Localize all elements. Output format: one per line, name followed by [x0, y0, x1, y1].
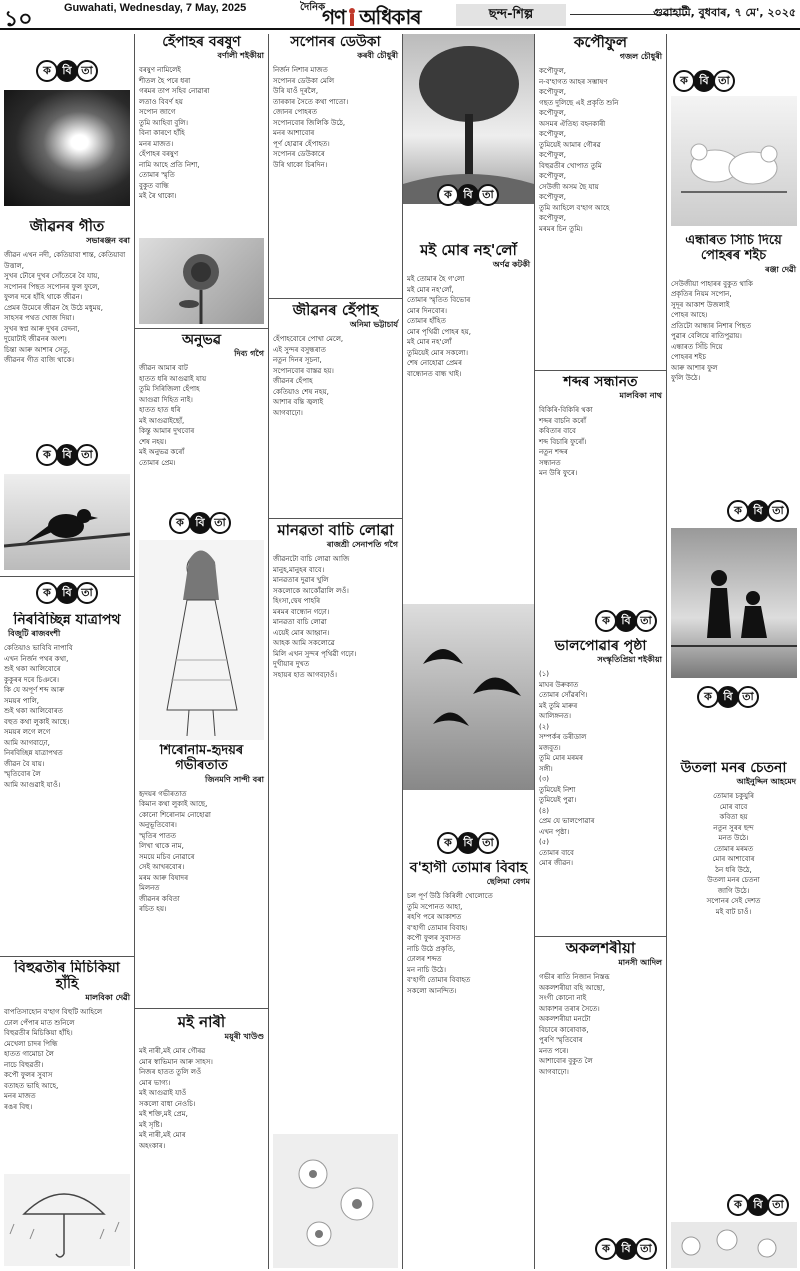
badge-letter: ক — [727, 1194, 749, 1216]
poem-author: জিনমণি সান্দী বৰা — [205, 774, 264, 784]
badge-letter: ক — [36, 582, 58, 604]
masthead — [0, 0, 800, 30]
poem-title: শব্দৰ সন্ধানত — [563, 374, 638, 390]
badge-letter: ক — [169, 512, 191, 534]
badge-letter: ক — [437, 832, 459, 854]
badge-letter: তা — [477, 184, 499, 206]
kobita-badge — [595, 1238, 657, 1260]
poem-body: (১) মাঘৰ উৰুকাত তোমাৰ সোঁৱৰণি। মই তুমি মাৰুৰ আলিঙ্গনত। (২) সম্পৰ্কৰ ডৰীডাল মজবুত। তুমি মোৰ মৰমৰ সঙ্গী। (৩) তুমিয়েই নিশা তুমিয়েই পুৱা। (৪) প্ৰেম যে ভালপোৱাৰ এখন পৃষ্ঠা। (৫) তোমাৰ বাবে মোৰ জীৱন। — [539, 670, 595, 868]
poem-saponor-deuka — [269, 34, 402, 296]
poem-author: অনিমা ভট্টাচাৰ্য — [349, 320, 398, 330]
badge-letter: ক — [437, 184, 459, 206]
kobita-badge — [36, 444, 98, 466]
poem-title: মানৱতা বাচি লোৱা — [277, 522, 394, 539]
poem-moi-mor-nohoun — [403, 242, 534, 602]
badge-letter: বি — [693, 70, 715, 92]
badge-letter: তা — [767, 1194, 789, 1216]
poem-title: উতলা মনৰ চেতনা — [680, 760, 787, 776]
badge-letter: তা — [635, 610, 657, 632]
badge-letter: তা — [477, 832, 499, 854]
jasmine-flowers-image — [671, 1222, 797, 1268]
poem-body: বিকিৰি-বিকিৰি থকা শব্দৰ বাচনি কৰোঁ কবিতাৰ বাবে শব্দ বিচাৰি ফুৰোঁ। নতুন শব্দৰ সন্ধানত মন উৰি ফুৰে। — [539, 406, 593, 478]
poem-title: শিৰোনাম-হৃদয়ৰ গভীৰতাত — [159, 744, 244, 773]
umbrella-sketch-image — [4, 1174, 130, 1266]
poem-body: গভীৰ ৰাতি নিজান নিস্তব্ধ অকলশৰীয়া বহি আছো, সংগী কোনো নাই আকাশৰ তৰাৰ সৈতে। অকলশৰীয়া মনটো বিচাৰে কাৰোবাক, পুৰণি স্মৃতিবোৰ মনত পৰে। আশাবোৰ বুকুত লৈ আগবাঢ়ো। — [539, 973, 610, 1076]
section-tag: ছন্দ-শিল্প — [456, 4, 566, 26]
poem-body: জীৱন আমাৰ বাট হাতত ধৰি আগুৱাই যায় তুমি সিৰিজিলা হেঁপাহ আগুৱা দিহিত নাই। হাতত হাত ধৰি মই আগুৱাইছোঁ, কিন্তু আমাৰ দুখবোৰ শেষ নহয়। মই অনুভৱ কৰোঁ তোমাৰ প্ৰেম। — [139, 364, 207, 467]
bird-on-branch-image — [4, 474, 130, 570]
badge-letter: ক — [673, 70, 695, 92]
poem-author: আইনুদ্দিন আহমেদ — [736, 777, 796, 787]
poem-body: জীৱনটো বাচি লোৱা আজি মানুহ,মানুহৰ বাবে। মানৱতাৰ দুৱাৰ খুলি সকলোকে আকোঁৱালি লওঁ। হিংসা,দ্বেষ পাহৰি মৰমৰ বান্ধোন গঢ়ো। মানৱতা বাচি লোৱা এয়েই মোৰ আহ্বান। আহক আমি সকলোৱে মিলি এখন সুন্দৰ পৃথিৱী গঢ়ো। দুখীয়াৰ দুখত সহায়ৰ হাত আগবঢ়াওঁ। — [273, 555, 357, 679]
badge-letter: তা — [209, 512, 231, 534]
logo-part-a: গণ — [322, 5, 346, 29]
column-3 — [269, 34, 402, 1269]
poem-author: বৰ্ণালী শইকীয়া — [217, 51, 264, 61]
poem-bohagi — [403, 860, 534, 1269]
lamp-flame-image — [4, 90, 130, 206]
poem-bihuwatir — [0, 960, 134, 1170]
logo-torch-icon — [345, 8, 359, 26]
poem-title: মই নাৰী — [177, 1014, 226, 1031]
poem-author: অৰ্ণৱ কটকী — [492, 260, 530, 270]
poem-author: ছেলিমা বেগম — [486, 877, 530, 887]
poem-author: মানসী আদিল — [618, 958, 662, 968]
column-1 — [0, 34, 134, 1269]
badge-letter: বি — [56, 60, 78, 82]
poem-title: কপৌফুল — [573, 34, 628, 51]
badge-letter: ক — [36, 60, 58, 82]
kobita-badge — [36, 582, 98, 604]
badge-letter: বি — [189, 512, 211, 534]
flying-birds-image — [403, 604, 534, 790]
poem-body: তোমাৰ চকুযুৰি মোৰ বাবে কবিতা হয় নতুন সুৰৰ ছন্দ মনত উঠে। তোমাৰ মৰমত মোৰ আশাবোৰ ঠন ধৰি উঠে, উতলা মনৰ চেতনা জাগি উঠে। সপোনৰ সেই দেশত মই বাট চাওঁ। — [706, 792, 761, 916]
badge-letter: ক — [697, 686, 719, 708]
badge-letter: ক — [36, 444, 58, 466]
couple-silhouette-image — [671, 528, 797, 678]
poem-nirbichchinna — [0, 612, 134, 952]
badge-letter: বি — [615, 610, 637, 632]
poem-author: সভাৰঞ্জন বৰা — [86, 236, 130, 246]
poem-utola — [667, 760, 800, 1180]
poem-author: ৰাজশ্ৰী সেনাপতি গগৈ — [326, 540, 398, 550]
poem-author: গজল চৌধুৰী — [619, 52, 662, 62]
poem-title: এন্ধাৰত সিঁচি দিয়ে পোহৰৰ শইচ — [685, 234, 782, 263]
poem-endhar — [667, 234, 800, 540]
poem-author: কৰবী চৌধুৰী — [357, 51, 398, 61]
poem-jibonor-henpah — [269, 302, 402, 496]
poem-author: বিজুটি ৰাজবংশী — [8, 629, 61, 639]
poem-body: বাপতিসাহোন ব'হাগ বিহুটি আহিলে ঢোল পেঁপাৰ মাত শুনিলে বিহুৱতীৰ মিচিকিয়া হাঁহি। মেখেলা চাদৰ পিন্ধি হাতত গামোচা লৈ নাচে বিহুৱতী। কপৌ ফুলৰ সুবাস বতাহত ভাহি আহে, মনৰ মাজত ৰঙৰ বিহু। — [4, 1008, 103, 1111]
date-english: Guwahati, Wednesday, 7 May, 2025 — [64, 2, 247, 14]
badge-letter: ক — [727, 500, 749, 522]
newspaper-logo — [322, 3, 421, 36]
poem-title: মই মোৰ নহ'লোঁ — [420, 242, 517, 259]
poem-kopouphul — [535, 34, 666, 364]
badge-letter: বি — [615, 1238, 637, 1260]
badge-letter: বি — [747, 500, 769, 522]
poem-author: দিব্য গগৈ — [234, 349, 264, 359]
poem-body: জীৱন এখন নদী, কেতিয়াবা শান্ত, কেতিয়াবা উত্তাল, সুখৰ ঢৌৰে দুখৰ সোঁতেৰে বৈ যায়, সপোনৰ পিছত সপোনৰ ফুল ফুলে, ফুলৰ দৰে হাঁহি থাকে জীৱন। প্ৰেমৰ উমেৰে জীৱন হৈ উঠে মধুময়, সাহসৰ পথত খোজ দিয়া। সুখৰ স্বপ্ন আৰু দুখৰ বেদনা, দুয়োটাই জীৱনৰ অংশ। চিন্তা আৰু আশাৰ সেতু, জীৱনৰ গীত বাজি থাকে। — [4, 251, 126, 365]
poem-author: মালবিকা দেৱী — [85, 993, 130, 1003]
poem-moi-nari — [135, 1014, 268, 1269]
poem-author: ৰঞ্জা দেৱী — [765, 264, 796, 274]
poem-title: ভালপোৱাৰ পৃষ্ঠা — [554, 638, 647, 654]
badge-letter: তা — [635, 1238, 657, 1260]
badge-letter: বি — [56, 444, 78, 466]
kobita-badge — [169, 512, 231, 534]
poem-title: অনুভৱ — [181, 332, 222, 348]
badge-letter: তা — [76, 582, 98, 604]
date-assamese: গুৱাহাটী, বুধবাৰ, ৭ মে', ২০২৫ — [653, 6, 796, 19]
poem-body: হেঁপাহবোৰে পোখা মেলে, এই সুন্দৰ বসুন্ধৰাত নতুন দিনৰ সূচনা, সপোনবোৰ বাস্তৱ হয়। জীৱনৰ হেঁপাহ কেতিয়াও শেষ নহয়, আশাৰ বন্তি জ্বলাই আগবাঢ়ো। — [273, 335, 344, 417]
badge-letter: তা — [76, 444, 98, 466]
poem-author: সংস্কৃতিপ্ৰিয়া শইকীয়া — [597, 655, 662, 665]
column-6 — [667, 34, 800, 1269]
kobita-badge — [673, 70, 735, 92]
kobita-badge — [437, 184, 499, 206]
rose-image — [139, 238, 264, 324]
poem-bhalpowar — [535, 638, 666, 938]
kobita-badge — [697, 686, 759, 708]
poem-henpahor — [135, 34, 268, 234]
poem-title: ব'হাগী তোমাৰ বিবাহ — [409, 860, 528, 876]
poem-title: জীৱনৰ গীত — [29, 218, 105, 235]
poem-jibonor-geet — [0, 218, 134, 438]
page-number: ১০ — [4, 6, 33, 32]
poem-author: ময়ূৰী খাউণ্ড — [224, 1032, 264, 1042]
tree-landscape-image — [403, 34, 534, 204]
poem-title: জীৱনৰ হেঁপাহ — [292, 302, 379, 319]
poem-body: কপৌফুল, ন-ব'হাগত আহৰ সম্ভাষণ কপৌফুল, গছত দুলিছে এই প্ৰকৃতি শুনি কপৌফুল, অসমৰ ঐতিহ্য বহনকাৰী কপৌফুল, তুমিয়েই আমাৰ গৌৰৱ কপৌফুল, বিহুৱতীৰ খোপাত তুমি কপৌফুল, সেউজী অসম ছৈ যায় কপৌফুল, তুমি আহিলে ব'হাগ আহে কপৌফুল, মৰমৰ চিন তুমি। — [539, 67, 619, 233]
kobita-badge — [36, 60, 98, 82]
doves-image — [671, 96, 797, 226]
poem-title: নিৰবিচ্ছিন্ন যাত্ৰাপথ — [13, 612, 121, 628]
badge-letter: তা — [76, 60, 98, 82]
white-flowers-image — [273, 1134, 398, 1268]
kobita-badge — [437, 832, 499, 854]
logo-small: দৈনিক — [300, 2, 326, 13]
kobita-badge — [595, 610, 657, 632]
badge-letter: তা — [737, 686, 759, 708]
poem-shabdor-sandhan — [535, 374, 666, 594]
poem-body: মই নাৰী,মই মোৰ গৌৰৱ মোৰ স্বাভিমান আৰু সাহস। নিজৰ হাতত তুলি লওঁ মোৰ ভাগ্য। মই আগুৱাই যাওঁ সকলো বাধা নেওচি। মই শক্তি,মই প্ৰেম, মই সৃষ্টি। মই নাৰী,মই মোৰ অহংকাৰ। — [139, 1047, 213, 1150]
badge-letter: তা — [767, 500, 789, 522]
poem-body: মই তোমাৰ হৈ গ'লো মই মোৰ নহ'লোঁ, তোমাৰ স্মৃতিত বিভোৰ মোৰ দিনবোৰ। তোমাৰ হাঁহিত মোৰ পৃথিৱী পোহৰ হয়, মই মোৰ নহ'লোঁ তুমিয়েই মোৰ সকলো। শেষ নোহোৱা প্ৰেমৰ বান্ধোনত বান্ধ খাই। — [407, 275, 472, 378]
badge-letter: বি — [747, 1194, 769, 1216]
poem-okolsoriya — [535, 940, 666, 1230]
badge-letter: ক — [595, 610, 617, 632]
poem-title: হেঁপাহৰ বৰষুণ — [162, 34, 241, 50]
woman-sketch-image — [139, 540, 264, 740]
poem-body: সেউজীয়া পাহাৰৰ বুকুত থাকি প্ৰকৃতিৰ নিয়ম সপোন, সুদূৰ আকাশ উজলাই পোহৰ আহে। প্ৰতিটো আন্ধাৰ নিশাৰ পিছত পুৱাৰ বেলিয়ে ৰাতিপুৱায়। এন্ধাৰত সিঁচি দিয়ে পোহৰৰ শইচ আৰু আশাৰ ফুল ফুলি উঠে। — [671, 279, 753, 383]
column-4 — [403, 34, 534, 1269]
badge-letter: বি — [717, 686, 739, 708]
poem-title: সপোনৰ ডেউকা — [290, 34, 381, 50]
badge-letter: বি — [56, 582, 78, 604]
badge-letter: বি — [457, 184, 479, 206]
kobita-badge — [727, 500, 789, 522]
column-2 — [135, 34, 268, 1269]
poem-body: চল পূৰ্ণ উঠি কিৰিলী খোলোতে তুমি সপোনত আহা, ৰহণি পৰে আকাশত ব'হাগী তোমাৰ বিবাহ। কপৌ ফুলৰ সুবাসত নাচি উঠে প্ৰকৃতি, ঢোলৰ শব্দত মন নাচি উঠে। ব'হাগী তোমাৰ বিবাহত সকলো আনন্দিত। — [407, 892, 493, 995]
poem-body: হৃদয়ৰ গভীৰতাত কিমান কথা লুকাই আছে, কোনো শিৰোনাম নোহোৱা অনুভূতিবোৰ। স্মৃতিৰ পাতত লিখা থাকে নাম, সময়ে মচিব নোৱাৰে সেই আখৰবোৰ। মৰম আৰু বিষাদৰ মিলনত জীৱনৰ কবিতা ৰচিত হয়। — [139, 789, 211, 914]
poem-anubhav — [135, 332, 268, 502]
column-5 — [535, 34, 666, 1269]
poem-body: বৰষুণ নামিলেই শীতল হৈ পৰে ধৰা গৰমৰ তাপ সহিব নোৱাৰা লতাও বিবৰ্ণ হয় সপোন জাগে তুমি আহিবা বুলি। বিনা কাৰণে হাঁহি মনৰ মাজত। হেঁপাহৰ বৰষুণ নামি আহে প্ৰতি নিশা, তোমাৰ স্মৃতি বুকুত বান্ধি মই ৰৈ থাকো। — [139, 66, 210, 201]
poem-author: মালবিকা নাথ — [619, 391, 662, 401]
logo-part-b: অধিকাৰ — [359, 5, 421, 29]
badge-letter: বি — [457, 832, 479, 854]
poem-body: কেতিয়াও ভাবিবি নাপাবি এখন নিৰ্জন পথৰ কথা, শুই থকা আলিবোৰে কুকুৰৰ দৰে চিঞৰে। কি যে অপূৰ্ণ শব্দ আৰু সময়ৰ পালি, শুই থকা আলিবোৰত বহুত কথা লুকাই আছে। সময়ৰ লগে লগে আমি আগবাঢ়ো, নিৰবিচ্ছিন্ন যাত্ৰাপথত জীৱন বৈ যায়। স্মৃতিবোৰ লৈ আমি আগুৱাই যাওঁ। — [4, 644, 73, 789]
poem-body: নিৰ্জন নিশাৰ মাজত সপোনৰ ডেউকা মেলি উৰি যাওঁ দূৰলৈ, তাৰকাৰ সৈতে কথা পাতো। জোনৰ পোহৰত সপোনবোৰ জিলিকি উঠে, মনৰ আশাবোৰ পূৰ্ণ হোৱাৰ হেঁপাহত। সপোনৰ ডেউকাৰে উৰি থাকো চিৰদিন। — [273, 66, 349, 169]
kobita-badge — [727, 1194, 789, 1216]
poem-title: বিহুৱতীৰ মিচিকিয়া হাঁহি — [14, 960, 120, 993]
poem-shironam — [135, 744, 268, 1004]
poem-title: অকলশৰীয়া — [565, 940, 636, 957]
badge-letter: তা — [713, 70, 735, 92]
poem-manobota — [269, 522, 402, 1082]
badge-letter: ক — [595, 1238, 617, 1260]
